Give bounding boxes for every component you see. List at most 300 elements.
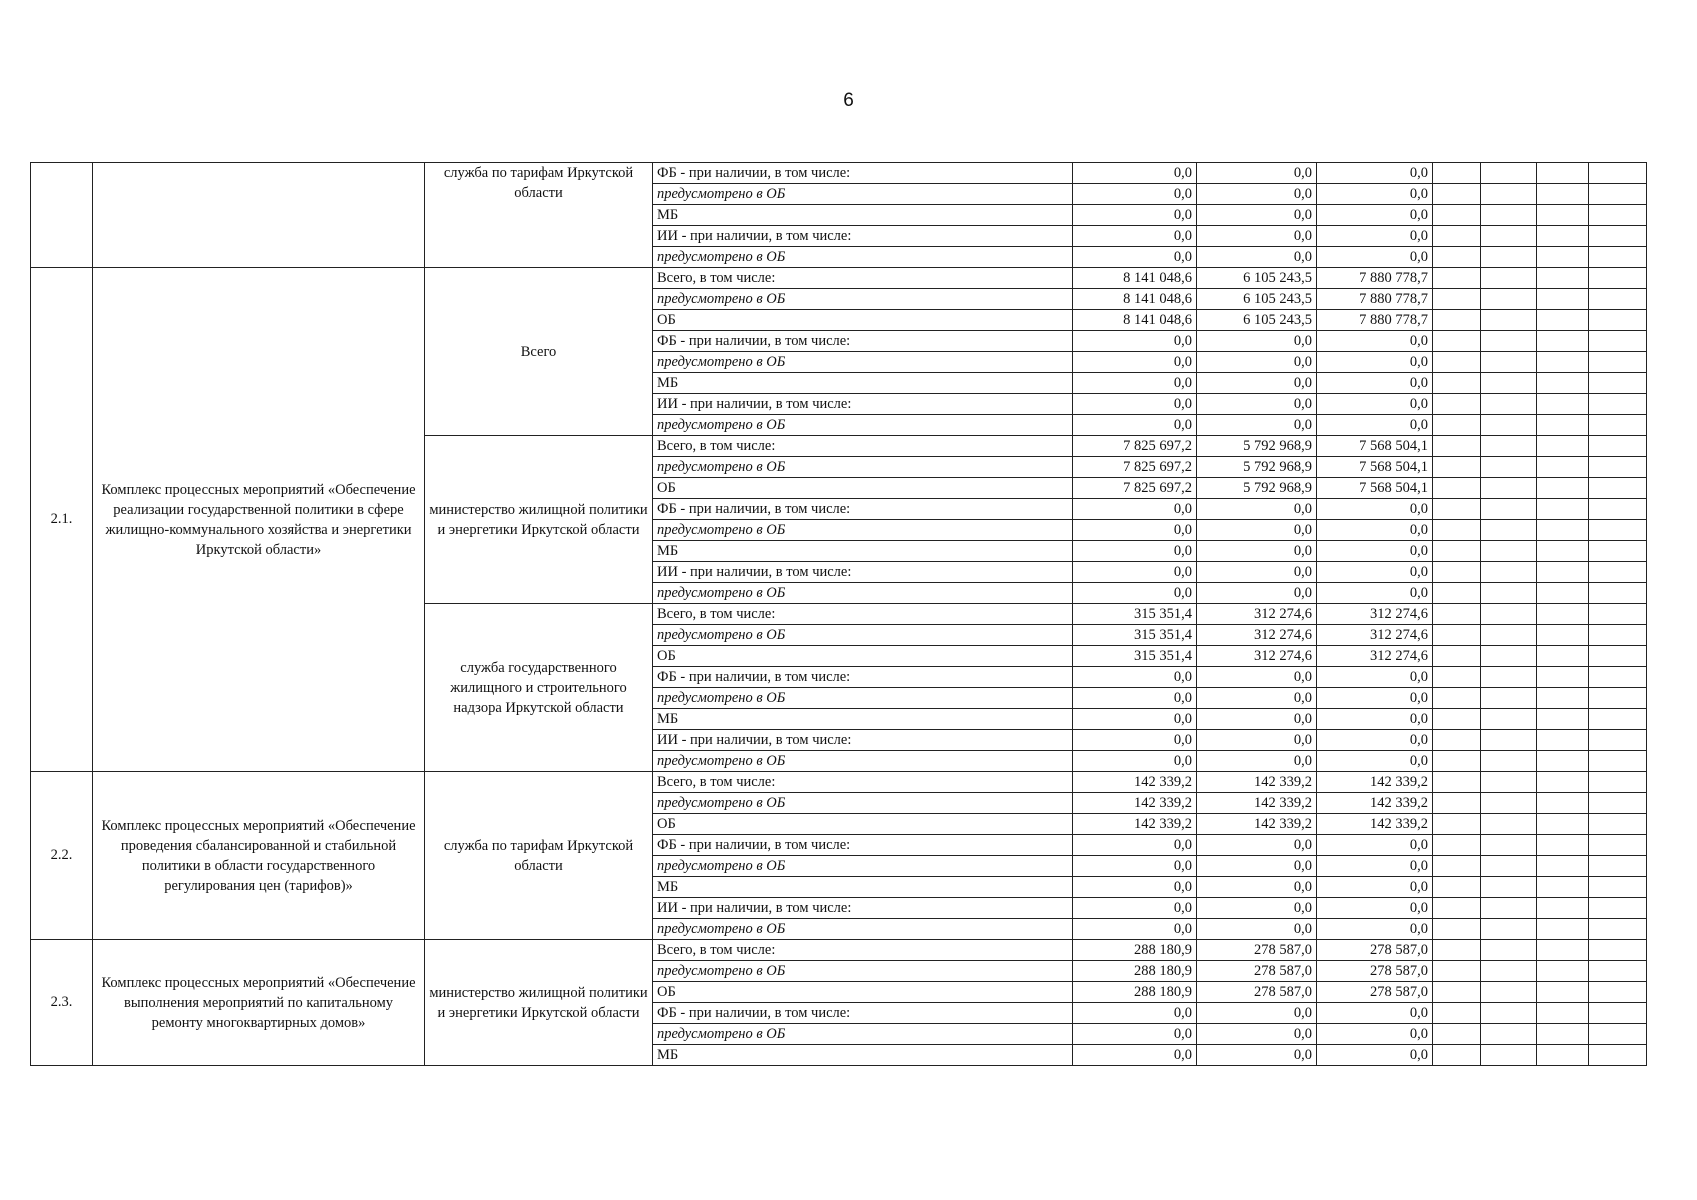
empty-cell — [1481, 394, 1537, 415]
empty-cell — [1433, 436, 1481, 457]
amount-cell: 142 339,2 — [1073, 772, 1197, 793]
amount-cell: 0,0 — [1197, 1003, 1317, 1024]
amount-cell: 312 274,6 — [1197, 646, 1317, 667]
amount-cell: 0,0 — [1197, 1024, 1317, 1045]
amount-cell: 0,0 — [1073, 520, 1197, 541]
empty-cell — [1589, 793, 1647, 814]
empty-cell — [1481, 289, 1537, 310]
empty-cell — [1537, 457, 1589, 478]
amount-cell: 312 274,6 — [1317, 625, 1433, 646]
empty-cell — [1589, 982, 1647, 1003]
amount-cell: 0,0 — [1197, 520, 1317, 541]
amount-cell: 7 568 504,1 — [1317, 457, 1433, 478]
amount-cell: 288 180,9 — [1073, 940, 1197, 961]
empty-cell — [1537, 751, 1589, 772]
empty-cell — [1537, 478, 1589, 499]
empty-cell — [1537, 562, 1589, 583]
executor-cell: министерство жилищной политики и энергетики Иркутской области — [425, 940, 653, 1066]
empty-cell — [1481, 982, 1537, 1003]
amount-cell: 0,0 — [1197, 205, 1317, 226]
empty-cell — [1433, 394, 1481, 415]
empty-cell — [1589, 583, 1647, 604]
empty-cell — [1537, 688, 1589, 709]
funding-source-cell: предусмотрено в ОБ — [653, 184, 1073, 205]
empty-cell — [1433, 814, 1481, 835]
amount-cell: 0,0 — [1073, 184, 1197, 205]
empty-cell — [1481, 541, 1537, 562]
empty-cell — [1589, 772, 1647, 793]
empty-cell — [1481, 247, 1537, 268]
empty-cell — [1537, 709, 1589, 730]
empty-cell — [1537, 856, 1589, 877]
amount-cell: 0,0 — [1197, 688, 1317, 709]
empty-cell — [1537, 331, 1589, 352]
empty-cell — [1589, 898, 1647, 919]
empty-cell — [1537, 247, 1589, 268]
funding-source-cell: предусмотрено в ОБ — [653, 688, 1073, 709]
amount-cell: 6 105 243,5 — [1197, 289, 1317, 310]
empty-cell — [1589, 709, 1647, 730]
empty-cell — [1481, 1045, 1537, 1066]
amount-cell: 5 792 968,9 — [1197, 436, 1317, 457]
empty-cell — [1481, 415, 1537, 436]
amount-cell: 0,0 — [1197, 877, 1317, 898]
amount-cell: 278 587,0 — [1317, 982, 1433, 1003]
executor-cell: Всего — [425, 268, 653, 436]
empty-cell — [1589, 541, 1647, 562]
amount-cell: 0,0 — [1073, 1003, 1197, 1024]
empty-cell — [1433, 1024, 1481, 1045]
amount-cell: 0,0 — [1073, 163, 1197, 184]
funding-source-cell: ОБ — [653, 814, 1073, 835]
amount-cell: 0,0 — [1073, 667, 1197, 688]
empty-cell — [1589, 688, 1647, 709]
empty-cell — [1433, 373, 1481, 394]
funding-source-cell: предусмотрено в ОБ — [653, 289, 1073, 310]
empty-cell — [1589, 604, 1647, 625]
empty-cell — [1481, 856, 1537, 877]
empty-cell — [1481, 331, 1537, 352]
funding-source-cell: ОБ — [653, 478, 1073, 499]
empty-cell — [1537, 184, 1589, 205]
empty-cell — [1537, 520, 1589, 541]
empty-cell — [1433, 856, 1481, 877]
empty-cell — [1481, 646, 1537, 667]
empty-cell — [1589, 1003, 1647, 1024]
amount-cell: 0,0 — [1197, 499, 1317, 520]
funding-source-cell: МБ — [653, 709, 1073, 730]
empty-cell — [1589, 247, 1647, 268]
empty-cell — [1433, 961, 1481, 982]
amount-cell: 0,0 — [1317, 1024, 1433, 1045]
amount-cell: 0,0 — [1073, 730, 1197, 751]
empty-cell — [1589, 814, 1647, 835]
empty-cell — [1537, 289, 1589, 310]
empty-cell — [1433, 331, 1481, 352]
executor-cell: служба по тарифам Иркутской области — [425, 772, 653, 940]
amount-cell: 0,0 — [1073, 919, 1197, 940]
funding-source-cell: предусмотрено в ОБ — [653, 919, 1073, 940]
funding-source-cell: предусмотрено в ОБ — [653, 583, 1073, 604]
amount-cell: 7 880 778,7 — [1317, 310, 1433, 331]
empty-cell — [1589, 226, 1647, 247]
amount-cell: 0,0 — [1317, 583, 1433, 604]
amount-cell: 0,0 — [1073, 856, 1197, 877]
empty-cell — [1589, 625, 1647, 646]
amount-cell: 142 339,2 — [1317, 814, 1433, 835]
empty-cell — [1589, 940, 1647, 961]
empty-cell — [1481, 835, 1537, 856]
empty-cell — [1433, 310, 1481, 331]
empty-cell — [1433, 205, 1481, 226]
amount-cell: 0,0 — [1317, 667, 1433, 688]
amount-cell: 0,0 — [1073, 1045, 1197, 1066]
executor-cell: служба государственного жилищного и строительного надзора Иркутской области — [425, 604, 653, 772]
funding-source-cell: ФБ - при наличии, в том числе: — [653, 667, 1073, 688]
amount-cell: 0,0 — [1073, 331, 1197, 352]
amount-cell: 0,0 — [1317, 331, 1433, 352]
amount-cell: 5 792 968,9 — [1197, 457, 1317, 478]
amount-cell: 0,0 — [1197, 730, 1317, 751]
program-name-cell — [93, 163, 425, 268]
amount-cell: 0,0 — [1317, 373, 1433, 394]
empty-cell — [1433, 289, 1481, 310]
empty-cell — [1537, 541, 1589, 562]
amount-cell: 0,0 — [1073, 751, 1197, 772]
empty-cell — [1589, 394, 1647, 415]
amount-cell: 142 339,2 — [1317, 793, 1433, 814]
amount-cell: 0,0 — [1197, 835, 1317, 856]
amount-cell: 7 568 504,1 — [1317, 436, 1433, 457]
empty-cell — [1433, 226, 1481, 247]
empty-cell — [1589, 856, 1647, 877]
amount-cell: 0,0 — [1197, 562, 1317, 583]
amount-cell: 0,0 — [1073, 226, 1197, 247]
amount-cell: 0,0 — [1197, 1045, 1317, 1066]
empty-cell — [1589, 352, 1647, 373]
empty-cell — [1537, 625, 1589, 646]
empty-cell — [1433, 163, 1481, 184]
empty-cell — [1433, 688, 1481, 709]
empty-cell — [1481, 625, 1537, 646]
empty-cell — [1481, 1024, 1537, 1045]
empty-cell — [1589, 457, 1647, 478]
empty-cell — [1537, 772, 1589, 793]
empty-cell — [1481, 226, 1537, 247]
empty-cell — [1433, 940, 1481, 961]
amount-cell: 7 825 697,2 — [1073, 478, 1197, 499]
amount-cell: 278 587,0 — [1317, 940, 1433, 961]
program-index-cell: 2.2. — [31, 772, 93, 940]
funding-source-cell: ИИ - при наличии, в том числе: — [653, 898, 1073, 919]
empty-cell — [1589, 961, 1647, 982]
empty-cell — [1537, 226, 1589, 247]
amount-cell: 0,0 — [1317, 1045, 1433, 1066]
amount-cell: 312 274,6 — [1197, 625, 1317, 646]
empty-cell — [1433, 709, 1481, 730]
amount-cell: 0,0 — [1317, 163, 1433, 184]
amount-cell: 0,0 — [1197, 751, 1317, 772]
empty-cell — [1537, 877, 1589, 898]
amount-cell: 0,0 — [1197, 709, 1317, 730]
funding-source-cell: ФБ - при наличии, в том числе: — [653, 835, 1073, 856]
empty-cell — [1481, 772, 1537, 793]
amount-cell: 0,0 — [1317, 499, 1433, 520]
empty-cell — [1481, 667, 1537, 688]
empty-cell — [1481, 583, 1537, 604]
empty-cell — [1433, 583, 1481, 604]
empty-cell — [1589, 730, 1647, 751]
empty-cell — [1537, 1024, 1589, 1045]
program-index-cell: 2.1. — [31, 268, 93, 772]
amount-cell: 8 141 048,6 — [1073, 268, 1197, 289]
amount-cell: 0,0 — [1073, 394, 1197, 415]
funding-source-cell: Всего, в том числе: — [653, 772, 1073, 793]
empty-cell — [1537, 604, 1589, 625]
empty-cell — [1481, 604, 1537, 625]
empty-cell — [1589, 436, 1647, 457]
amount-cell: 7 825 697,2 — [1073, 457, 1197, 478]
empty-cell — [1537, 667, 1589, 688]
empty-cell — [1481, 793, 1537, 814]
empty-cell — [1481, 268, 1537, 289]
funding-source-cell: предусмотрено в ОБ — [653, 457, 1073, 478]
amount-cell: 0,0 — [1317, 562, 1433, 583]
empty-cell — [1589, 877, 1647, 898]
amount-cell: 6 105 243,5 — [1197, 268, 1317, 289]
amount-cell: 278 587,0 — [1197, 982, 1317, 1003]
amount-cell: 0,0 — [1317, 688, 1433, 709]
empty-cell — [1481, 919, 1537, 940]
empty-cell — [1481, 457, 1537, 478]
empty-cell — [1481, 940, 1537, 961]
empty-cell — [1433, 184, 1481, 205]
empty-cell — [1589, 205, 1647, 226]
funding-source-cell: предусмотрено в ОБ — [653, 856, 1073, 877]
amount-cell: 278 587,0 — [1197, 940, 1317, 961]
amount-cell: 0,0 — [1317, 877, 1433, 898]
empty-cell — [1589, 478, 1647, 499]
table-row — [31, 268, 1647, 289]
empty-cell — [1589, 268, 1647, 289]
amount-cell: 0,0 — [1317, 919, 1433, 940]
empty-cell — [1481, 352, 1537, 373]
amount-cell: 0,0 — [1197, 394, 1317, 415]
funding-source-cell: ИИ - при наличии, в том числе: — [653, 226, 1073, 247]
amount-cell: 0,0 — [1197, 163, 1317, 184]
empty-cell — [1589, 646, 1647, 667]
amount-cell: 0,0 — [1197, 226, 1317, 247]
table-row — [31, 940, 1647, 961]
funding-source-cell: ИИ - при наличии, в том числе: — [653, 562, 1073, 583]
empty-cell — [1589, 310, 1647, 331]
funding-source-cell: ОБ — [653, 646, 1073, 667]
program-name-cell: Комплекс процессных мероприятий «Обеспечение проведения сбалансированной и стабильной политики в области государственного регулирования цен (тарифов)» — [93, 772, 425, 940]
funding-source-cell: ОБ — [653, 310, 1073, 331]
amount-cell: 0,0 — [1317, 205, 1433, 226]
funding-source-cell: предусмотрено в ОБ — [653, 415, 1073, 436]
empty-cell — [1481, 478, 1537, 499]
amount-cell: 8 141 048,6 — [1073, 289, 1197, 310]
funding-source-cell: предусмотрено в ОБ — [653, 352, 1073, 373]
empty-cell — [1433, 646, 1481, 667]
empty-cell — [1433, 793, 1481, 814]
empty-cell — [1481, 688, 1537, 709]
empty-cell — [1537, 415, 1589, 436]
amount-cell: 0,0 — [1073, 373, 1197, 394]
amount-cell: 0,0 — [1317, 415, 1433, 436]
empty-cell — [1537, 205, 1589, 226]
amount-cell: 0,0 — [1317, 247, 1433, 268]
empty-cell — [1481, 961, 1537, 982]
empty-cell — [1433, 877, 1481, 898]
funding-source-cell: ФБ - при наличии, в том числе: — [653, 499, 1073, 520]
empty-cell — [1433, 898, 1481, 919]
amount-cell: 315 351,4 — [1073, 604, 1197, 625]
amount-cell: 0,0 — [1073, 709, 1197, 730]
amount-cell: 0,0 — [1317, 730, 1433, 751]
table-row — [31, 772, 1647, 793]
funding-source-cell: предусмотрено в ОБ — [653, 961, 1073, 982]
amount-cell: 0,0 — [1197, 331, 1317, 352]
amount-cell: 0,0 — [1073, 877, 1197, 898]
empty-cell — [1481, 436, 1537, 457]
amount-cell: 142 339,2 — [1073, 814, 1197, 835]
funding-source-cell: МБ — [653, 877, 1073, 898]
empty-cell — [1589, 499, 1647, 520]
amount-cell: 278 587,0 — [1197, 961, 1317, 982]
empty-cell — [1433, 625, 1481, 646]
empty-cell — [1537, 583, 1589, 604]
amount-cell: 142 339,2 — [1197, 793, 1317, 814]
amount-cell: 0,0 — [1197, 919, 1317, 940]
funding-source-cell: ИИ - при наличии, в том числе: — [653, 730, 1073, 751]
amount-cell: 0,0 — [1073, 898, 1197, 919]
empty-cell — [1433, 751, 1481, 772]
empty-cell — [1589, 289, 1647, 310]
amount-cell: 312 274,6 — [1317, 646, 1433, 667]
funding-source-cell: ИИ - при наличии, в том числе: — [653, 394, 1073, 415]
amount-cell: 8 141 048,6 — [1073, 310, 1197, 331]
amount-cell: 0,0 — [1317, 520, 1433, 541]
amount-cell: 0,0 — [1073, 499, 1197, 520]
amount-cell: 7 568 504,1 — [1317, 478, 1433, 499]
funding-source-cell: ФБ - при наличии, в том числе: — [653, 1003, 1073, 1024]
empty-cell — [1433, 499, 1481, 520]
funding-source-cell: ФБ - при наличии, в том числе: — [653, 163, 1073, 184]
program-index-cell — [31, 163, 93, 268]
amount-cell: 0,0 — [1197, 352, 1317, 373]
funding-source-cell: МБ — [653, 541, 1073, 562]
amount-cell: 0,0 — [1197, 667, 1317, 688]
empty-cell — [1433, 352, 1481, 373]
empty-cell — [1481, 562, 1537, 583]
empty-cell — [1537, 793, 1589, 814]
funding-source-cell: предусмотрено в ОБ — [653, 520, 1073, 541]
empty-cell — [1433, 415, 1481, 436]
funding-source-cell: Всего, в том числе: — [653, 268, 1073, 289]
empty-cell — [1481, 898, 1537, 919]
empty-cell — [1433, 1003, 1481, 1024]
amount-cell: 0,0 — [1317, 856, 1433, 877]
table-row — [31, 163, 1647, 184]
empty-cell — [1433, 268, 1481, 289]
empty-cell — [1433, 541, 1481, 562]
empty-cell — [1589, 562, 1647, 583]
empty-cell — [1537, 394, 1589, 415]
amount-cell: 6 105 243,5 — [1197, 310, 1317, 331]
empty-cell — [1589, 373, 1647, 394]
empty-cell — [1433, 919, 1481, 940]
amount-cell: 5 792 968,9 — [1197, 478, 1317, 499]
amount-cell: 142 339,2 — [1197, 772, 1317, 793]
amount-cell: 0,0 — [1317, 541, 1433, 562]
empty-cell — [1589, 184, 1647, 205]
amount-cell: 0,0 — [1073, 352, 1197, 373]
amount-cell: 0,0 — [1197, 541, 1317, 562]
amount-cell: 142 339,2 — [1073, 793, 1197, 814]
amount-cell: 0,0 — [1197, 898, 1317, 919]
empty-cell — [1589, 751, 1647, 772]
empty-cell — [1433, 478, 1481, 499]
empty-cell — [1537, 352, 1589, 373]
amount-cell: 312 274,6 — [1197, 604, 1317, 625]
empty-cell — [1589, 1024, 1647, 1045]
empty-cell — [1433, 835, 1481, 856]
amount-cell: 0,0 — [1073, 562, 1197, 583]
empty-cell — [1433, 667, 1481, 688]
empty-cell — [1433, 247, 1481, 268]
empty-cell — [1537, 835, 1589, 856]
amount-cell: 288 180,9 — [1073, 961, 1197, 982]
budget-table — [30, 162, 1647, 1066]
amount-cell: 0,0 — [1317, 835, 1433, 856]
funding-source-cell: Всего, в том числе: — [653, 604, 1073, 625]
amount-cell: 0,0 — [1317, 352, 1433, 373]
amount-cell: 278 587,0 — [1317, 961, 1433, 982]
amount-cell: 0,0 — [1317, 226, 1433, 247]
empty-cell — [1481, 1003, 1537, 1024]
empty-cell — [1537, 1045, 1589, 1066]
funding-source-cell: Всего, в том числе: — [653, 436, 1073, 457]
amount-cell: 315 351,4 — [1073, 625, 1197, 646]
amount-cell: 0,0 — [1317, 898, 1433, 919]
funding-source-cell: ФБ - при наличии, в том числе: — [653, 331, 1073, 352]
amount-cell: 0,0 — [1317, 184, 1433, 205]
program-name-cell: Комплекс процессных мероприятий «Обеспечение выполнения мероприятий по капитальному ремонту многоквартирных домов» — [93, 940, 425, 1066]
empty-cell — [1433, 982, 1481, 1003]
empty-cell — [1537, 163, 1589, 184]
empty-cell — [1537, 499, 1589, 520]
program-name-cell: Комплекс процессных мероприятий «Обеспечение реализации государственной политики в сфере жилищно-коммунального хозяйства и энергетики Иркутской области» — [93, 268, 425, 772]
empty-cell — [1537, 898, 1589, 919]
empty-cell — [1537, 268, 1589, 289]
amount-cell: 0,0 — [1073, 415, 1197, 436]
funding-source-cell: МБ — [653, 373, 1073, 394]
amount-cell: 0,0 — [1197, 856, 1317, 877]
amount-cell: 0,0 — [1073, 835, 1197, 856]
amount-cell: 0,0 — [1197, 184, 1317, 205]
amount-cell: 0,0 — [1197, 583, 1317, 604]
amount-cell: 315 351,4 — [1073, 646, 1197, 667]
empty-cell — [1589, 415, 1647, 436]
empty-cell — [1537, 1003, 1589, 1024]
amount-cell: 0,0 — [1073, 247, 1197, 268]
empty-cell — [1481, 877, 1537, 898]
amount-cell: 288 180,9 — [1073, 982, 1197, 1003]
empty-cell — [1537, 436, 1589, 457]
amount-cell: 7 880 778,7 — [1317, 268, 1433, 289]
